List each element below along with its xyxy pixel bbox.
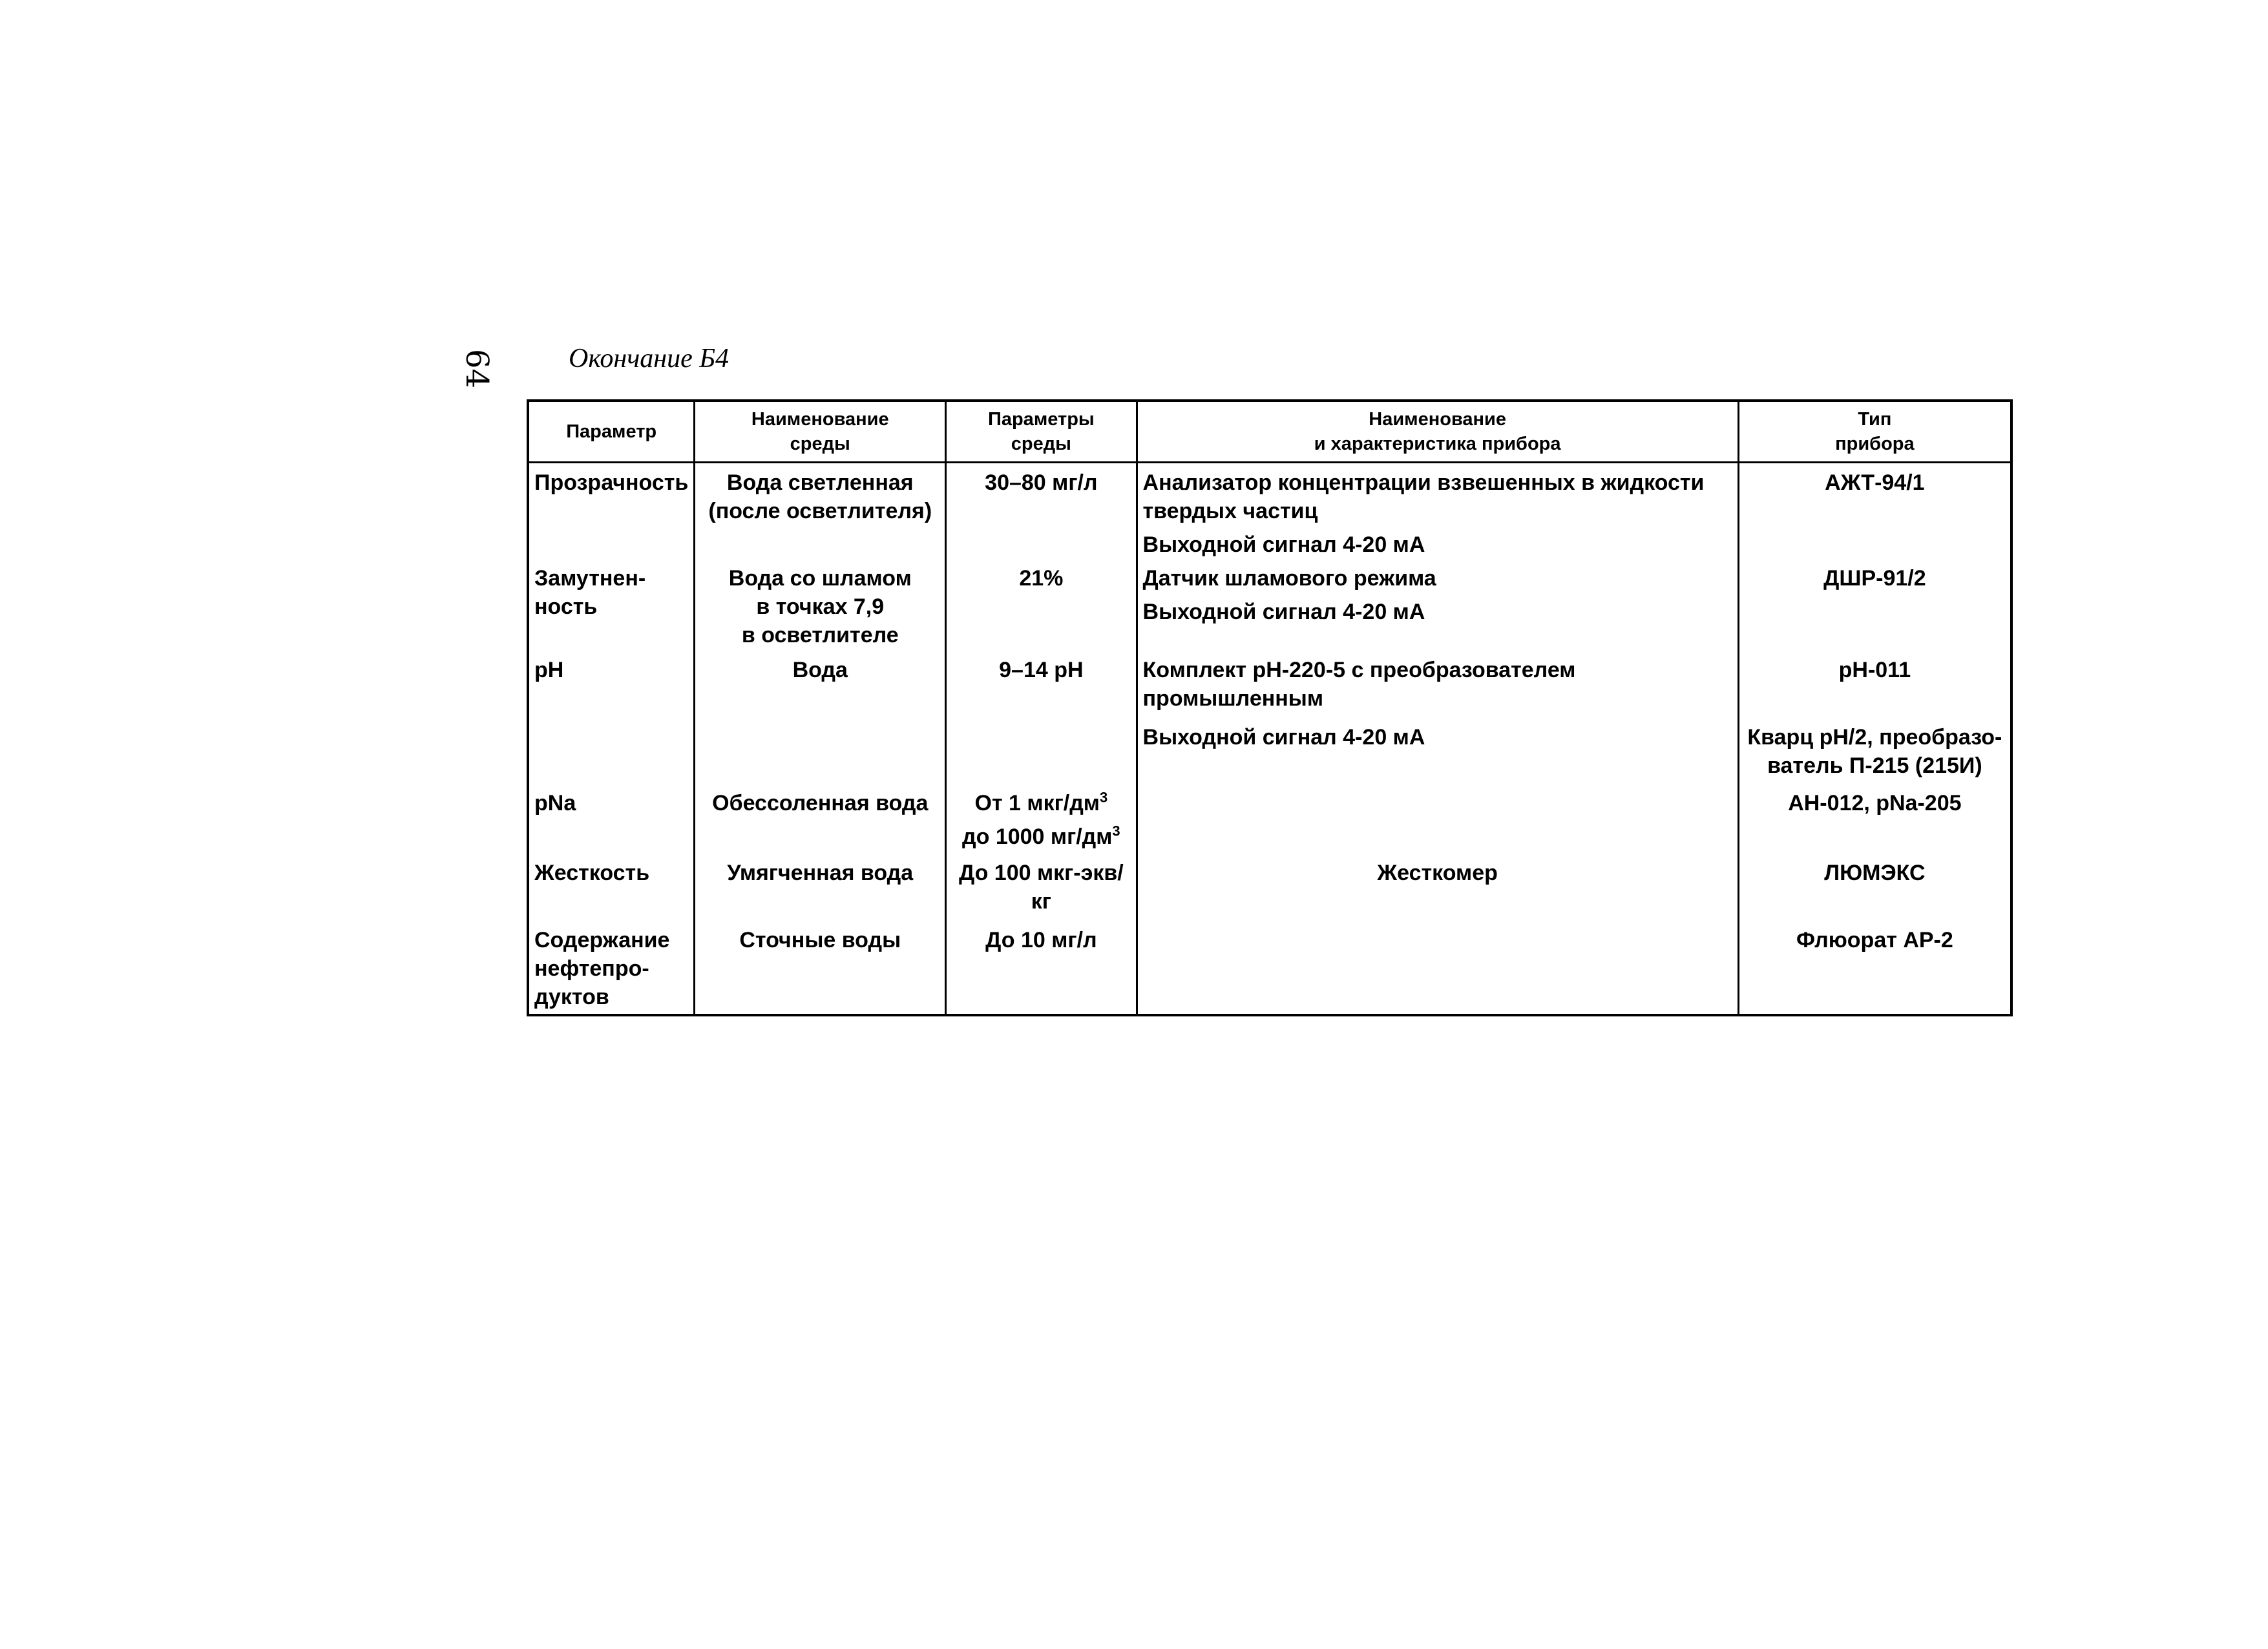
cell-medium (695, 528, 946, 562)
table-row (528, 562, 2011, 652)
cell-param: Замутнен- ность (528, 562, 695, 652)
cell-params: 30–80 мг/л (946, 463, 1137, 529)
cell-params: До 100 мкг-экв/кг (946, 854, 1137, 923)
cell-device: Датчик шламового режима Выходной сигнал 4-20 мА (1137, 562, 1738, 652)
table-row (528, 652, 2011, 720)
cell-type: ЛЮМЭКС (1738, 854, 2011, 923)
cell-type: АН-012, pNa-205 (1738, 782, 2011, 854)
cell-params: От 1 мкг/$дм^3$ до 1000 $мг/дм^3$ (946, 782, 1137, 854)
table-container (527, 399, 2013, 1016)
table-row (528, 463, 2011, 529)
cell-param: Жесткость (528, 854, 695, 923)
cell-param: pNa (528, 782, 695, 854)
header-device-name: Наименование и характеристика прибора (1137, 401, 1738, 463)
cell-type: Флюорат АР-2 (1738, 923, 2011, 1015)
cell-device (1137, 923, 1738, 1015)
cell-medium: Вода со шламом в точках 7,9 в осветлителе (695, 562, 946, 652)
header-device-type: Тип прибора (1738, 401, 2011, 463)
cell-medium: Умягченная вода (695, 854, 946, 923)
cell-device: Выходной сигнал 4-20 мА (1137, 528, 1738, 562)
cell-medium: Обессоленная вода (695, 782, 946, 854)
cell-type: АЖТ-94/1 (1738, 463, 2011, 529)
cell-device: Анализатор концентрации взвешенных в жидкости твердых частиц (1137, 463, 1738, 529)
cell-device: Комплект pH-220-5 с преобразователем промышленным (1137, 652, 1738, 720)
cell-medium: Сточные воды (695, 923, 946, 1015)
cell-param (528, 720, 695, 782)
cell-type (1738, 528, 2011, 562)
cell-device: Жесткомер (1137, 854, 1738, 923)
header-medium-name: Наименование среды (695, 401, 946, 463)
cell-medium (695, 720, 946, 782)
instrument-table (527, 399, 2013, 1016)
header-medium-params: Параметры среды (946, 401, 1137, 463)
cell-params: 21% (946, 562, 1137, 652)
cell-medium: Вода светленная (после осветлителя) (695, 463, 946, 529)
cell-params: До 10 мг/л (946, 923, 1137, 1015)
cell-params (946, 720, 1137, 782)
table-row (528, 782, 2011, 854)
page-number: 64 (459, 349, 495, 389)
cell-params: 9–14 pH (946, 652, 1137, 720)
table-caption: Окончание Б4 (569, 344, 730, 373)
cell-type: ДШР-91/2 (1738, 562, 2011, 652)
cell-params (946, 528, 1137, 562)
table-row (528, 720, 2011, 782)
cell-device: Выходной сигнал 4-20 мА (1137, 720, 1738, 782)
header-parameter: Параметр (528, 401, 695, 463)
table-row (528, 923, 2011, 1015)
table-header-row (528, 401, 2011, 463)
cell-type: pH-011 (1738, 652, 2011, 720)
cell-param: Прозрачность (528, 463, 695, 529)
cell-param: Содержание нефтепро- дуктов (528, 923, 695, 1015)
cell-param (528, 528, 695, 562)
cell-medium: Вода (695, 652, 946, 720)
cell-type: Кварц pH/2, преобразо- ватель П-215 (215И) (1738, 720, 2011, 782)
table-row (528, 854, 2011, 923)
cell-device (1137, 782, 1738, 854)
table-row (528, 528, 2011, 562)
cell-param: pH (528, 652, 695, 720)
